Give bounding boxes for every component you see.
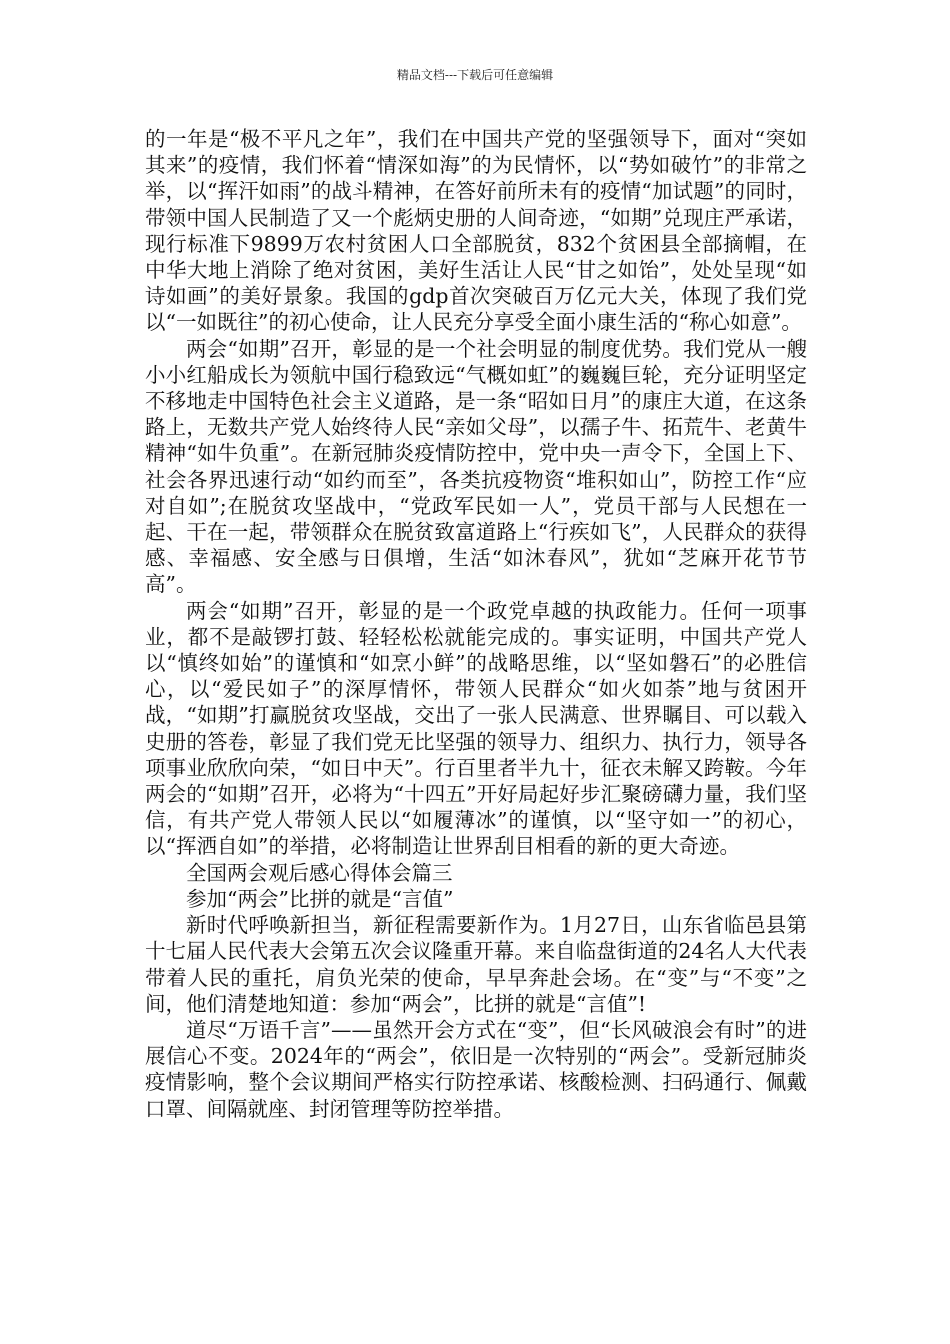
paragraph-5: 道尽“万语千言”——虽然开会方式在“变”，但“长风破浪会有时”的进展信心不变。2024年的“两会”，依旧是一次特别的“两会”。受新冠肺炎疫情影响，整个会议期间严格实行防控承诺、核酸检测、扫码通行、佩戴口罩、间隔就座、封闭管理等防控举措。	[145, 1017, 807, 1121]
section-title: 全国两会观后感心得体会篇三	[186, 860, 453, 885]
paragraph-2: 两会“如期”召开，彰显的是一个社会明显的制度优势。我们党从一艘小小红船成长为领航中国行稳致远“气概如虹”的巍巍巨轮，充分证明坚定不移地走中国特色社会主义道路，是一条“昭如日月”的康庄大道，在这条路上，无数共产党人始终待人民“亲如父母”，以孺子牛、拓荒牛、老黄牛精神“如牛负重”。在新冠肺炎疫情防控中，党中央一声令下，全国上下、社会各界迅速行动“如约而至”，各类抗疫物资“堆积如山”，防控工作“应对自如”;在脱贫攻坚战中，“党政军民如一人”，党员干部与人民想在一起、干在一起，带领群众在脱贫致富道路上“行疾如飞”，人民群众的获得感、幸福感、安全感与日俱增，生活“如沐春风”，犹如“芝麻开花节节高”。	[145, 336, 807, 597]
paragraph-4: 新时代呼唤新担当，新征程需要新作为。1月27日，山东省临邑县第十七届人民代表大会第五次会议隆重开幕。来自临盘街道的24名人大代表带着人民的重托，肩负光荣的使命，早早奔赴会场。在“变”与“不变”之间，他们清楚地知道：参加“两会”，比拼的就是“言值”!	[145, 913, 807, 1016]
section-subtitle: 参加“两会”比拼的就是“言值”	[186, 886, 454, 911]
page-header: 精品文档---下载后可任意编辑	[396, 68, 554, 82]
paragraph-3: 两会“如期”召开，彰显的是一个政党卓越的执政能力。任何一项事业，都不是敲锣打鼓、轻轻松松就能完成的。事实证明，中国共产党人以“慎终如始”的谨慎和“如烹小鲜”的战略思维，以“坚如磐石”的必胜信心，以“爱民如子”的深厚情怀，带领人民群众“如火如荼”地与贫困开战，“如期”打赢脱贫攻坚战，交出了一张人民满意、世界瞩目、可以载入史册的答卷，彰显了我们党无比坚强的领导力、组织力、执行力，领导各项事业欣欣向荣，“如日中天”。行百里者半九十，征衣未解又跨鞍。今年两会的“如期”召开，必将为“十四五”开好局起好步汇聚磅礴力量，我们坚信，有共产党人带领人民以“如履薄冰”的谨慎，以“坚守如一”的初心，以“挥洒自如”的举措，必将制造让世界刮目相看的新的更大奇迹。	[145, 598, 807, 859]
document-body	[145, 126, 807, 1122]
paragraph-1: 的一年是“极不平凡之年”，我们在中国共产党的坚强领导下，面对“突如其来”的疫情，我们怀着“情深如海”的为民情怀，以“势如破竹”的非常之举，以“挥汗如雨”的战斗精神，在答好前所未有的疫情“加试题”的同时，带领中国人民制造了又一个彪炳史册的人间奇迹，“如期”兑现庄严承诺，现行标准下9899万农村贫困人口全部脱贫，832个贫困县全部摘帽，在中华大地上消除了绝对贫困，美好生活让人民“甘之如饴”，处处呈现“如诗如画”的美好景象。我国的gdp首次突破百万亿元大关，体现了我们党以“一如既往”的初心使命，让人民充分享受全面小康生活的“称心如意”。	[145, 127, 807, 335]
